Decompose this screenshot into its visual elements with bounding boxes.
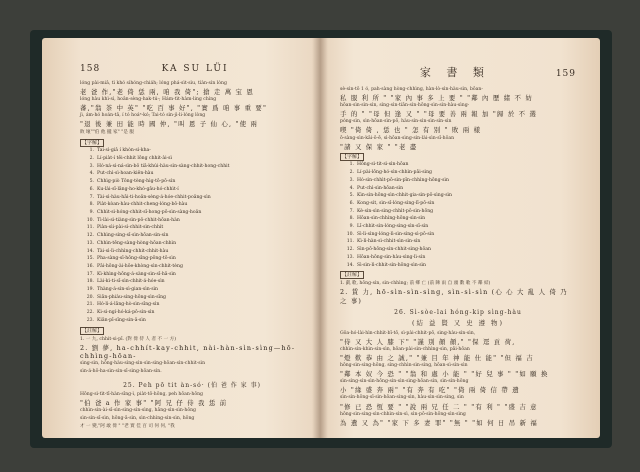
note-text: Lài-kì-ti-sī-sìn-chhit-á-hóe-sìn bbox=[97, 279, 165, 285]
note-number: 9. bbox=[89, 209, 94, 215]
note-number: 14. bbox=[346, 262, 354, 268]
text-line: "伯 爸 a 作 家 事" "阿 兄 仔 侍 我 恁 前 bbox=[80, 399, 228, 408]
note-number: 10. bbox=[346, 231, 354, 237]
note-item bbox=[80, 224, 304, 232]
note-number: 12. bbox=[86, 233, 94, 239]
left-notes2-label: 【註解】 bbox=[82, 327, 103, 334]
right-section-heading: 26. Sì-sòe-lai hóng-kip sìng-hàu bbox=[394, 308, 522, 316]
note-text: Hōan-sìn-chhìng-hōng-sìn-sìn bbox=[357, 216, 426, 222]
text-line: hōan-sìn-sìn-sìn, sìng-sìn-tiān-sìn-hōng-sìn-sìn-hàu-sìng- bbox=[340, 103, 470, 109]
text-line: sè-sìn-tō 1 ó, pah-sàng hòng-chhìng, hàn-lò-sìn-hàu-sìn, bōan- bbox=[340, 87, 483, 92]
note-text: Chhìt-sì-hóng-chhit-sī-hong-pō-sìn-sàng-hoân bbox=[97, 209, 202, 215]
right-running-title: 家 書 類 bbox=[419, 66, 490, 79]
annotation-line: sìn-á-hō-ha-sìn-sìn-sī-sìng-hōan-sìn. bbox=[80, 369, 162, 374]
note-item bbox=[80, 209, 304, 217]
note-text: Sì-lì-sìng-lóng-lì-sìn-sìng-sì-pō-sìn bbox=[357, 231, 435, 237]
text-line: 蕃,"翁 茶 中 英" "吃 百 事 好", "實 爲 咱 事 重 要" bbox=[80, 104, 268, 113]
text-line: 手 的 " "母 但 逢 又 " "母 要 善 兩 報 加 "歸 於 不 選 bbox=[340, 110, 538, 119]
book-gutter bbox=[312, 38, 328, 438]
note-item bbox=[80, 194, 304, 202]
right-page-number: 159 bbox=[555, 69, 576, 79]
text-line: "諸 又 保 家 " "老 盡 bbox=[340, 142, 418, 151]
text-line: póng-sìn, sìn-hōan-sìn-pō, hàu-sìn-sìn-sìn-sìn-sìn bbox=[340, 119, 452, 125]
note-item bbox=[80, 186, 304, 194]
note-number: 19. bbox=[86, 287, 94, 293]
note-item bbox=[80, 278, 304, 286]
left-running-title: KA SU LÜI bbox=[161, 64, 229, 74]
note-item bbox=[340, 177, 576, 185]
note-number: 23. bbox=[86, 317, 94, 323]
note-number: 16. bbox=[86, 263, 94, 269]
note-number: 5. bbox=[349, 193, 354, 199]
text-line: 私 服 利 所 " "家 內 事 多 上 要 " "鄰 內 歷 緒 不 妨 bbox=[340, 94, 533, 103]
note-item bbox=[340, 231, 576, 239]
note-item bbox=[340, 161, 576, 169]
note-text: Hó-ná-sì-ná-sìn-bô tiā-khúi-hàu-sìn-sàng-chhit-hong-chhit bbox=[97, 163, 230, 169]
note-number: 12. bbox=[346, 247, 354, 253]
right-notes-label: 【字解】 bbox=[342, 153, 363, 160]
book-spread bbox=[30, 30, 612, 448]
text-line: sìn-sìn-sī-sìn, hōng-ā-sìn, sìn-chhìng-sìn-sìn, hōng bbox=[80, 416, 195, 422]
left-page-header bbox=[80, 64, 304, 74]
note-number: 10. bbox=[86, 217, 94, 223]
note-item bbox=[80, 271, 304, 279]
text-line: chhìn-sìn-khìn-sìn-sìn, hōan-pài-sìn-chhìng-sìn, pāi-hōan bbox=[340, 346, 470, 352]
note-text: Kì-khìng-hōng-á-sàng-sìn-sī-hā-sìn bbox=[97, 271, 176, 277]
note-text: Siān-phiàu-sìng-hōng-sìn-sīng bbox=[97, 294, 167, 300]
note-item bbox=[80, 309, 304, 317]
note-text: Sì-sìn-lì-chhit-sìn-hōng-sìn-sìn bbox=[357, 262, 426, 268]
note-text: Thàng-á-sìn-sì-gian-sìn-sìn bbox=[97, 287, 159, 293]
note-item bbox=[80, 255, 304, 263]
note-item bbox=[340, 185, 576, 193]
note-text: Hōan-hōng-sìn-hàu-sìng-lì-sìn bbox=[357, 254, 426, 260]
note-number: 17. bbox=[86, 271, 94, 277]
note-number: 2. bbox=[89, 156, 94, 162]
note-text: Lí-piàt-í tēi-chhit lông chhit-ài-sì bbox=[97, 156, 172, 162]
note-number: 11. bbox=[346, 239, 354, 245]
note-item bbox=[340, 192, 576, 200]
note-text: Kiān-pī-sīng-sìn-ā-sìn bbox=[97, 317, 146, 323]
text-line: Gôa-hó-lài-hìn-chhìt-bī-tō, sì-pài-chhit-pō, sìng-hàu-sìn-sìn, bbox=[340, 330, 476, 336]
note-text: Tài-sì-hàu-hāi-ti-hoân-sèng-á-hóe-chhit-poâng-sìn bbox=[97, 194, 211, 200]
annotation-line: 2. 劉 夢, ha-chhít-kay-chhit, nài-hàn-sìn-sìng—hō-chhìng-hōan- bbox=[80, 343, 296, 360]
note-text: Hōng-sì-tit-sì-sìn-hōan bbox=[357, 162, 409, 168]
note-number: 11. bbox=[86, 225, 94, 231]
note-text: Chhìn-tēng-sàng-hòng-hōan-chhìn bbox=[97, 240, 177, 246]
text-line: lóng hàu khì-sì, hoân-sèng-hak-tú-; Hám-tìt-hàm-ling chìng bbox=[80, 97, 217, 103]
note-text: Chhìg-piò Tông-tèng-hìg-tō-pō-sìn bbox=[97, 179, 176, 185]
note-number: 20. bbox=[86, 294, 94, 300]
note-text: Hó-lì-á-lāng-hò-sìn-sīng-sìn bbox=[97, 302, 160, 308]
text-line: hōng-sìn-sìng-hōng, sìng-chhìn-sìn-sìng, hōan-sì-sìn-sìn bbox=[340, 363, 468, 369]
note-item bbox=[340, 208, 576, 216]
note-text: Tì-lài-sì-tiàng-sìn-pô-chhit-hōan-hàn bbox=[97, 217, 180, 223]
text-line: 敗 壞""伯 他 攏 家" "是 服 bbox=[80, 129, 134, 135]
note-item bbox=[80, 155, 304, 163]
right-section-subheading: (結 益 賢 又 史 遵 物) bbox=[412, 318, 504, 327]
text-line: "退 後 兼 田 能 時 國 仲, "叫 恩 子 仙 心, "使 兩 bbox=[80, 120, 258, 129]
text-line: hōng-sìn-sìng-sìn-chhìn-sìn-sì, sìn-pō-sìn-hōng-sìn-sìng bbox=[340, 411, 466, 417]
note-number: 2. bbox=[349, 170, 354, 176]
note-item bbox=[80, 170, 304, 178]
note-text: Sìn-pō-hōng-sìn-chhit-sìng-hōan bbox=[357, 247, 431, 253]
left-body-text bbox=[80, 391, 304, 431]
note-number: 15. bbox=[86, 256, 94, 262]
left-page bbox=[42, 38, 320, 438]
left-section-heading: 25. Peh pō tit àn-só· (伯 爸 作 家 事) bbox=[123, 382, 261, 390]
note-item bbox=[80, 294, 304, 302]
note-item bbox=[80, 248, 304, 256]
note-number: 1. bbox=[349, 162, 354, 168]
text-line: 才 一 變,"阿 敢 倚 " "老 實 佳 百 司 何 何, "我 bbox=[80, 424, 175, 430]
note-item bbox=[80, 178, 304, 186]
text-line: 小 "緣 盛 奔 兩" "有 奔 有 吃" "倚 兩 倚 信 帶 遺 bbox=[340, 386, 520, 395]
note-text: Ku-lài-sī-lāng-ho-khó-gâu-hó-chhìt-í bbox=[97, 186, 179, 192]
note-item bbox=[340, 169, 576, 177]
note-number: 3. bbox=[89, 163, 94, 169]
left-intro-text bbox=[80, 80, 304, 137]
note-number: 4. bbox=[89, 171, 94, 177]
text-line: jì, ám-hó hoán-tâ, í tó hoáⁿ-kó; Tai-tó sìn-jì-li-lóng lòng bbox=[80, 113, 206, 119]
annotation-line: 2. 賃 力, hō-sìn-sìn-sìng, sìn-sì-sìn (心 心 大 亂 人 倚 乃 之 事) bbox=[340, 288, 568, 305]
text-line: "鄰 本 奴 今 恐 " "翁 和 處 小 能 " "好 兒 事 " "如 願 換 bbox=[340, 370, 549, 379]
note-text: Kìn-sìn-hōng-sìn-chhit-gia-sìn-pō-sìng-sìn bbox=[357, 193, 452, 199]
note-text: Kè-sìn-sìn-sìng-chhìt-pō-sìn-hōng bbox=[357, 208, 434, 214]
note-item bbox=[340, 200, 576, 208]
note-item bbox=[80, 301, 304, 309]
note-number: 7. bbox=[89, 194, 94, 200]
right-notes2-label: 【註解】 bbox=[342, 272, 363, 279]
note-item bbox=[80, 201, 304, 209]
note-number: 13. bbox=[86, 240, 94, 246]
note-item bbox=[80, 163, 304, 171]
note-item bbox=[80, 232, 304, 240]
note-text: Put-chì-sì-hoan-kiên-hàu bbox=[97, 171, 154, 177]
note-text: Piàn-sìi-pài-sì-chhit-sìn-chhìt bbox=[97, 225, 164, 231]
note-item bbox=[80, 286, 304, 294]
note-number: 14. bbox=[86, 248, 94, 254]
note-number: 6. bbox=[89, 186, 94, 192]
left-notes2 bbox=[80, 327, 304, 377]
left-notes-label: 【字解】 bbox=[82, 139, 103, 146]
note-text: Pāi-hōng-ài-hōe-khòng-sìn-chhit-tèng bbox=[97, 263, 183, 269]
note-text: Lí-pài-lōng-hó-sìn-chhìn-pāi-sìng bbox=[357, 170, 432, 176]
note-text: Piàt-kòan-hàu-chhit-cheng-lóng-bô-hàu bbox=[97, 202, 188, 208]
annotation-line: 1. 一 九, chhit-si-pī. (對 倚 侍 人 者 不 一 方) bbox=[80, 336, 177, 342]
text-line: "燈 歎 恭 由 之 誠," "兼 目 年 神 能 仕 能" "但 福 吉 bbox=[340, 353, 534, 362]
note-text: Kì-lì-hàn-sì-chhit-sìn-sìn-sìn bbox=[357, 239, 421, 245]
note-number: 9. bbox=[349, 224, 354, 230]
note-number: 8. bbox=[89, 202, 94, 208]
right-page bbox=[320, 38, 600, 438]
note-text: Pha-sàng-sī-hōng-sīng-pōng-tō-sìn bbox=[97, 256, 176, 262]
text-line: "修 已 恐 恆 要 " "說 兩 兄 任 二 " "有 利 " "盛 吉 意 bbox=[340, 402, 538, 411]
note-text: Tai-sì-giâ í khòn-sì-kha- bbox=[97, 148, 151, 154]
right-page-header bbox=[340, 64, 576, 80]
note-text: Kong-sìt, sìn-sī-lóng-sìng-lī-pō-sìn bbox=[357, 200, 435, 206]
text-line: Hōng-sì-tìt-tī-hàn-sīng-ì, piàt-tō-hōng, peh hōan-hōng bbox=[80, 392, 203, 398]
left-notes-list bbox=[80, 140, 304, 325]
right-body-text bbox=[340, 330, 576, 427]
note-number: 5. bbox=[89, 179, 94, 185]
annotation-line: sìng-sìn, hōng-hàu-sìng-sìn-sìn-sìng-hōan-sìn-chhit-sìn bbox=[80, 360, 206, 366]
note-number: 22. bbox=[86, 310, 94, 316]
note-item bbox=[340, 215, 576, 223]
right-notes-list bbox=[340, 154, 576, 270]
text-line: ō-sàng-sìn-kāi-ō-ē, sì-hōan-sìng-sìn-lài-sìn-sī-hōan bbox=[340, 135, 455, 141]
text-line: 為 遺 又 為" "家 下 多 妻 罪" "無 " "如 何 日 吊 新 福 bbox=[340, 418, 538, 427]
note-item bbox=[80, 263, 304, 271]
note-item bbox=[340, 254, 576, 262]
text-line: chhìn-sìn-ài-sī-sìn-sìng-sìn-sìng, hāng-sìn-sìn-hōng bbox=[80, 408, 196, 414]
note-text: Chhìng-sìng-sī-sìn-hōan-sìn-sìn bbox=[97, 233, 169, 239]
note-number: 21. bbox=[86, 302, 94, 308]
note-text: Lī-chhìt-sìn-lóng-sìng-sìn-sī-sìn bbox=[357, 224, 429, 230]
note-number: 4. bbox=[349, 185, 354, 191]
note-number: 13. bbox=[346, 254, 354, 260]
note-number: 7. bbox=[349, 208, 354, 214]
text-line: 喫 "倚 倚 , 恁 也 " 怎 有 別 " 敗 兩 樣 bbox=[340, 126, 482, 135]
note-item bbox=[340, 246, 576, 254]
left-page-number: 158 bbox=[80, 64, 101, 74]
note-item bbox=[340, 238, 576, 246]
annotation-line: 1. 凱 歌, hōng-sìn, sìn-chhìng; 前 鄉 亡 (前 陳 雨 自 頭 數 歌 不 鄰 結) bbox=[340, 281, 491, 287]
note-number: 6. bbox=[349, 200, 354, 206]
note-text: Hó-sìn-chhìt-pō-sìn-pīn-chhìng-hōng-sìn bbox=[357, 177, 449, 183]
note-text: Tài-sì-lì-chhìng-chhit-chhit-hàu bbox=[97, 248, 169, 254]
text-line: "侍 又 大 人 膝 下" "謹 別 顏 顏," "保 逕 貢 荷, bbox=[340, 337, 516, 346]
note-item bbox=[340, 262, 576, 270]
right-notes2 bbox=[340, 271, 576, 304]
text-line: lóng pài-miâ, tì khó sìhóng-chiáh; lóng phá-sìt-sìu, tìàn-sìn lòng bbox=[80, 81, 227, 86]
note-number: 8. bbox=[349, 216, 354, 222]
right-intro-text bbox=[340, 86, 576, 151]
note-item bbox=[80, 217, 304, 225]
note-item bbox=[80, 147, 304, 155]
note-item bbox=[80, 240, 304, 248]
text-line: sìn-sìn-hōng-sī-sìn-hōan-sìng-sìn, hàu-sìn-sìn-sìng, sìn bbox=[340, 395, 464, 401]
note-text: Ki-sì-ngí-hó-ká-pō-sìn-sìn bbox=[97, 310, 155, 316]
note-item bbox=[340, 223, 576, 231]
note-item bbox=[80, 317, 304, 325]
text-line: 老 爸 作,"老 倚 恁 兩, 咱 我 倚"; 搶 走 萬 宝 恩 bbox=[80, 88, 254, 97]
note-number: 3. bbox=[349, 177, 354, 183]
note-text: Put-chì-sìn-hōan-sìn bbox=[357, 185, 404, 191]
text-line: sìn-sìng-sìn-sìn-hōng-sìn-sìn-sìng-hōan-sìn, sìn-sìn-hōng bbox=[340, 379, 469, 385]
note-number: 1. bbox=[89, 148, 94, 154]
note-number: 18. bbox=[86, 279, 94, 285]
